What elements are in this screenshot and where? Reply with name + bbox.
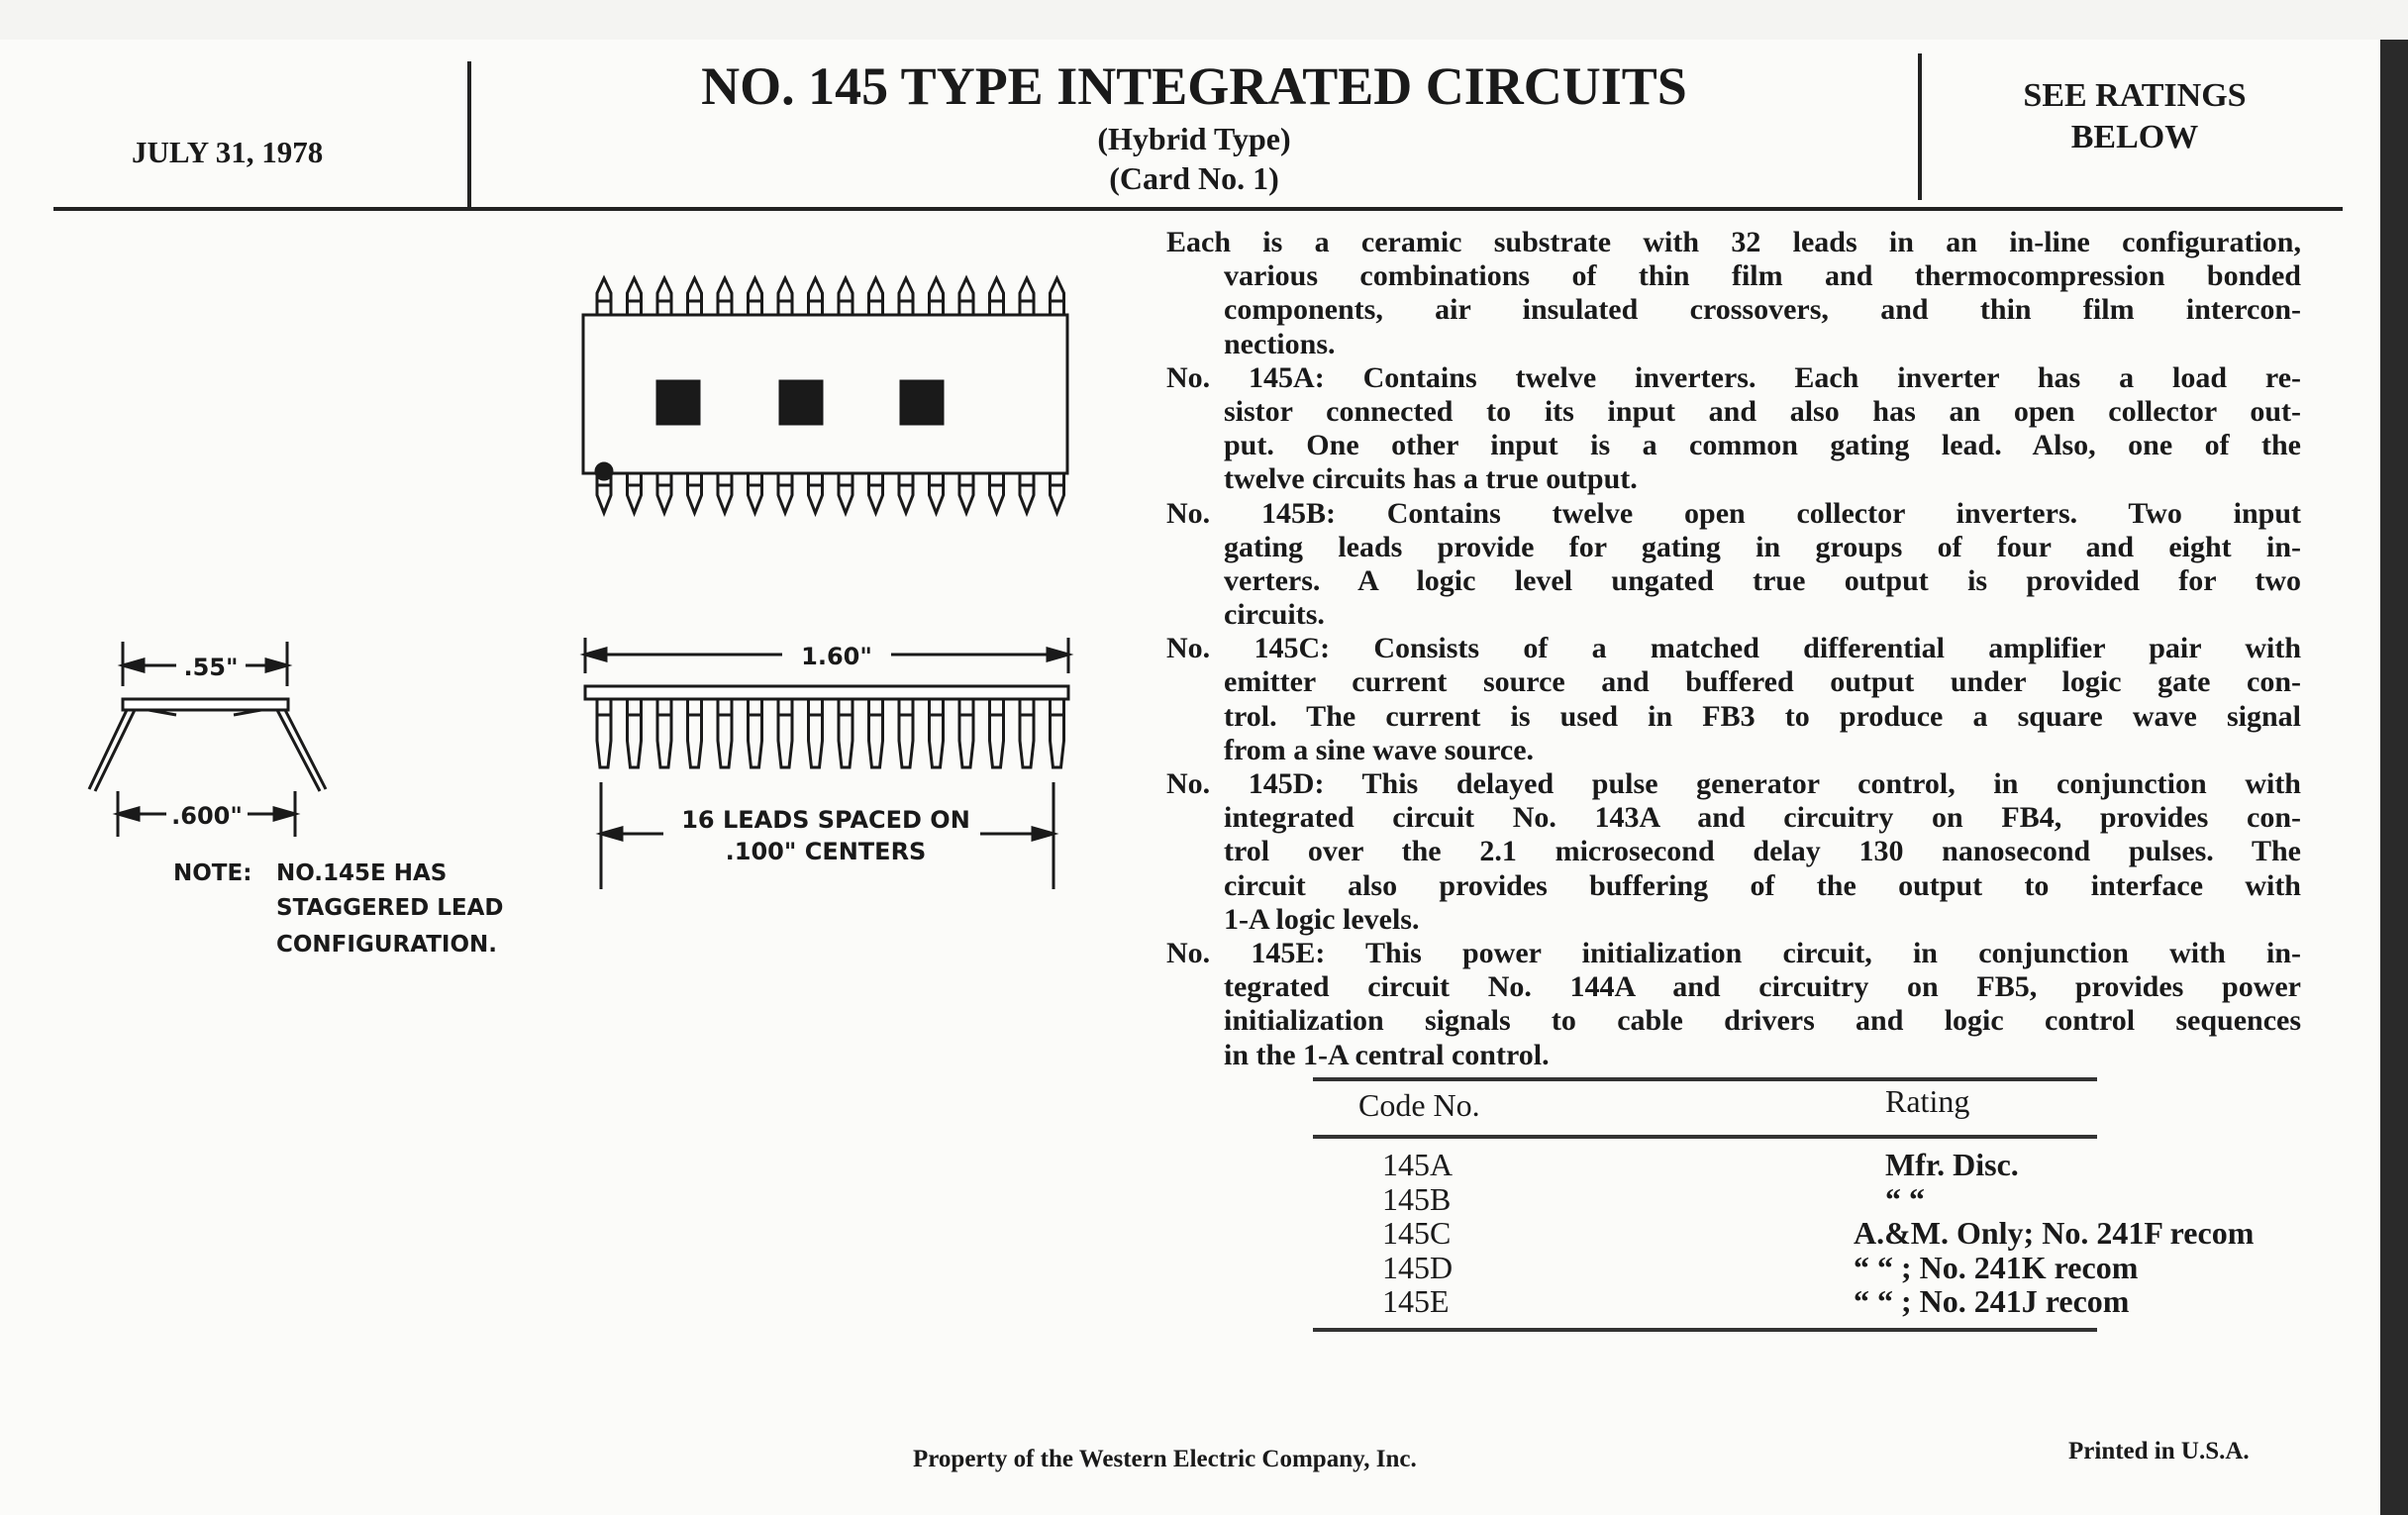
length-dimension-label: 1.60" bbox=[801, 643, 872, 670]
description-line: circuits. bbox=[1224, 598, 1325, 632]
bottom-lead bbox=[869, 473, 883, 513]
bottom-lead bbox=[1051, 473, 1064, 513]
chip-pad bbox=[780, 381, 822, 424]
top-lead bbox=[597, 278, 611, 315]
description-line: verters. A logic level ungated true output is provided for two bbox=[1224, 563, 2301, 597]
description-paragraph bbox=[1166, 937, 2301, 1072]
bottom-lead bbox=[899, 473, 913, 513]
top-lead bbox=[657, 278, 671, 315]
side-lead bbox=[597, 699, 611, 767]
top-lead bbox=[959, 278, 973, 315]
description-line: twelve circuits has a true output. bbox=[1224, 462, 1638, 496]
bottom-lead bbox=[839, 473, 853, 513]
bottom-lead bbox=[809, 473, 823, 513]
description-paragraph bbox=[1166, 632, 2301, 767]
side-lead bbox=[778, 699, 792, 767]
side-lead bbox=[657, 699, 671, 767]
ratings-note-line2: BELOW bbox=[2070, 119, 2199, 155]
description-line: Each is a ceramic substrate with 32 leads in an in-line configuration, bbox=[1166, 226, 2301, 258]
table-cell-code: 145E bbox=[1382, 1283, 1450, 1319]
side-lead bbox=[1020, 699, 1034, 767]
table-cell-code: 145A bbox=[1382, 1147, 1454, 1182]
table-cell-code: 145D bbox=[1382, 1249, 1454, 1285]
chip-pad bbox=[901, 381, 943, 424]
description-line: No. 145B: Contains twelve open collector inverters. Two input bbox=[1166, 496, 2301, 530]
lead-spacing-label-line1: 16 LEADS SPACED ON bbox=[681, 806, 970, 834]
width-top-label: .55" bbox=[183, 654, 239, 681]
description-line: components, air insulated crossovers, and thin film intercon- bbox=[1224, 293, 2301, 327]
note-line2: STAGGERED LEAD bbox=[276, 895, 504, 921]
description-paragraph bbox=[1166, 767, 2301, 937]
card-number: (Card No. 1) bbox=[1109, 160, 1279, 196]
description-line: circuit also provides buffering of the output to interface with bbox=[1224, 868, 2301, 902]
top-lead bbox=[899, 278, 913, 315]
description-line: gating leads provide for gating in groups of four and eight in- bbox=[1224, 530, 2301, 563]
note-line1: NO.145E HAS bbox=[276, 860, 448, 886]
circuit-descriptions bbox=[1166, 226, 2301, 1072]
top-lead bbox=[688, 278, 702, 315]
description-line: tegrated circuit No. 144A and circuitry on FB5, provides power bbox=[1224, 970, 2301, 1004]
description-line: initialization signals to cable drivers and logic control sequences bbox=[1224, 1004, 2301, 1038]
top-lead bbox=[930, 278, 944, 315]
top-lead bbox=[628, 278, 642, 315]
bottom-lead bbox=[688, 473, 702, 513]
bottom-lead bbox=[1020, 473, 1034, 513]
side-lead bbox=[869, 699, 883, 767]
description-line: No. 145D: This delayed pulse generator control, in conjunction with bbox=[1166, 767, 2301, 800]
card-date: JULY 31, 1978 bbox=[132, 135, 324, 169]
bottom-lead bbox=[628, 473, 642, 513]
description-line: trol over the 2.1 microsecond delay 130 nanosecond pulses. The bbox=[1224, 835, 2301, 868]
description-line: integrated circuit No. 143A and circuitry on FB4, provides con- bbox=[1224, 801, 2301, 835]
substrate-top-view bbox=[583, 315, 1067, 473]
top-lead bbox=[718, 278, 732, 315]
chip-pad bbox=[657, 381, 699, 424]
bottom-lead bbox=[657, 473, 671, 513]
top-lead bbox=[1020, 278, 1034, 315]
top-lead bbox=[839, 278, 853, 315]
top-lead bbox=[749, 278, 762, 315]
side-lead bbox=[809, 699, 823, 767]
table-bottom-rule bbox=[1313, 1328, 2097, 1332]
note-line3: CONFIGURATION. bbox=[276, 932, 498, 958]
note-label: NOTE: bbox=[173, 860, 252, 886]
ic-top-view-drawing bbox=[583, 278, 1067, 513]
table-cell-code: 145C bbox=[1382, 1215, 1452, 1251]
ic-diagrams bbox=[0, 0, 1168, 990]
page-subtitle: (Hybrid Type) bbox=[1097, 121, 1291, 156]
description-paragraph bbox=[1166, 226, 2301, 361]
table-cell-rating: “ “ bbox=[1885, 1180, 1925, 1217]
description-line: put. One other input is a common gating lead. Also, one of the bbox=[1224, 429, 2301, 462]
description-line: emitter current source and buffered output under logic gate con- bbox=[1224, 665, 2301, 699]
description-line: various combinations of thin film and thermocompression bonded bbox=[1224, 259, 2301, 293]
top-lead bbox=[1051, 278, 1064, 315]
table-cell-rating: Mfr. Disc. bbox=[1885, 1147, 2019, 1182]
side-lead bbox=[718, 699, 732, 767]
footer-property: Property of the Western Electric Company, Inc. bbox=[913, 1446, 1417, 1472]
table-cell-rating: A.&M. Only; No. 241F recom bbox=[1854, 1215, 2255, 1251]
column-header-code: Code No. bbox=[1358, 1087, 1480, 1123]
bottom-lead bbox=[718, 473, 732, 513]
description-line: from a sine wave source. bbox=[1224, 733, 1535, 766]
side-lead bbox=[688, 699, 702, 767]
bottom-lead bbox=[778, 473, 792, 513]
bottom-lead bbox=[749, 473, 762, 513]
side-lead bbox=[899, 699, 913, 767]
table-cell-rating: “ “ ; No. 241J recom bbox=[1854, 1283, 2130, 1319]
column-header-rating: Rating bbox=[1885, 1083, 1970, 1119]
top-lead bbox=[778, 278, 792, 315]
side-lead bbox=[628, 699, 642, 767]
side-lead bbox=[749, 699, 762, 767]
ratings-note-line1: SEE RATINGS bbox=[2023, 77, 2247, 114]
description-line: 1-A logic levels. bbox=[1224, 902, 1420, 936]
description-line: in the 1-A central control. bbox=[1224, 1038, 1550, 1071]
table-top-rule bbox=[1313, 1077, 2097, 1081]
page-title: NO. 145 TYPE INTEGRATED CIRCUITS bbox=[701, 56, 1687, 116]
description-line: nections. bbox=[1224, 327, 1336, 360]
side-lead bbox=[990, 699, 1004, 767]
lead-spacing-label-line2: .100" CENTERS bbox=[725, 838, 927, 865]
description-line: No. 145A: Contains twelve inverters. Each inverter has a load re- bbox=[1166, 360, 2301, 394]
top-lead bbox=[869, 278, 883, 315]
footer-printed: Printed in U.S.A. bbox=[2068, 1438, 2250, 1464]
description-line: sistor connected to its input and also has an open collector out- bbox=[1224, 394, 2301, 428]
description-line: No. 145C: Consists of a matched differential amplifier pair with bbox=[1166, 632, 2301, 665]
top-lead bbox=[809, 278, 823, 315]
table-header-rule bbox=[1313, 1135, 2097, 1139]
side-lead bbox=[1051, 699, 1064, 767]
side-lead bbox=[959, 699, 973, 767]
description-line: No. 145E: This power initialization circuit, in conjunction with in- bbox=[1166, 936, 2301, 969]
top-lead bbox=[990, 278, 1004, 315]
description-paragraph bbox=[1166, 497, 2301, 633]
side-lead bbox=[930, 699, 944, 767]
side-lead bbox=[839, 699, 853, 767]
bottom-lead bbox=[990, 473, 1004, 513]
width-bottom-label: .600" bbox=[171, 802, 243, 830]
bottom-lead bbox=[930, 473, 944, 513]
table-cell-code: 145B bbox=[1382, 1180, 1452, 1217]
bottom-lead bbox=[959, 473, 973, 513]
table-cell-rating: “ “ ; No. 241K recom bbox=[1854, 1249, 2139, 1285]
description-paragraph bbox=[1166, 361, 2301, 497]
description-line: trol. The current is used in FB3 to produce a square wave signal bbox=[1224, 699, 2301, 733]
